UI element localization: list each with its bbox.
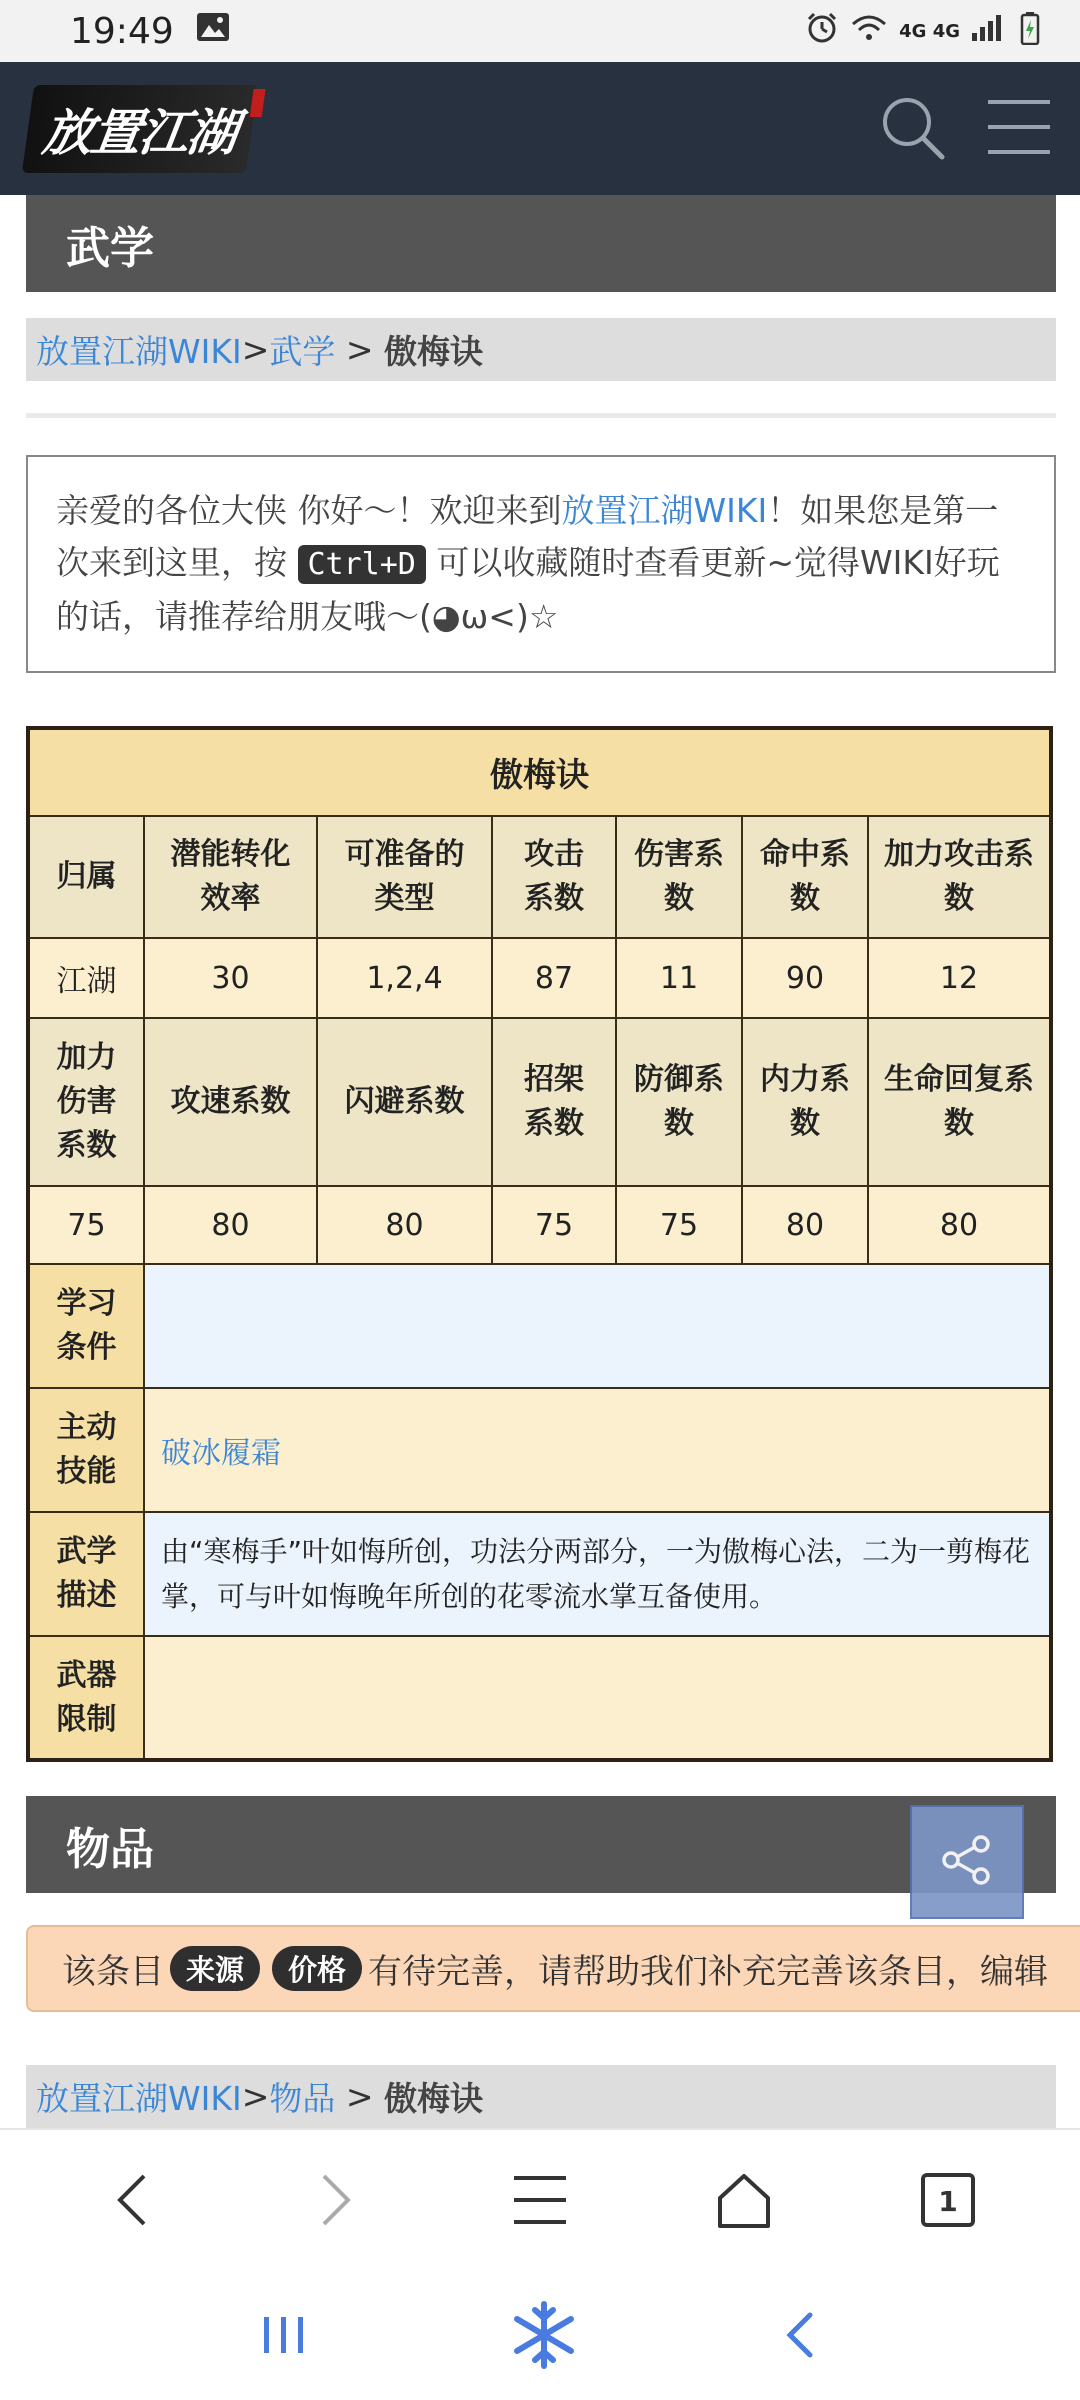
active-skill-link[interactable]: 破冰履霜	[161, 1436, 281, 1471]
welcome-box	[26, 455, 1056, 673]
table-header-cell: 招架系数	[492, 1018, 616, 1186]
back-nav-icon[interactable]	[780, 2310, 820, 2364]
breadcrumb-sep: >	[241, 330, 270, 369]
table-header-cell: 攻击系数	[492, 816, 616, 938]
table-value-cell: 80	[317, 1186, 492, 1264]
search-icon[interactable]	[878, 93, 946, 165]
tab-count: 1	[938, 2185, 958, 2218]
section-title-martial-arts	[26, 195, 1056, 292]
logo-seal	[250, 89, 266, 117]
menu-icon[interactable]	[986, 96, 1052, 162]
table-header-cell: 内力系数	[742, 1018, 868, 1186]
table-value-cell: 75	[616, 1186, 742, 1264]
breadcrumb-sep: >	[241, 2077, 270, 2116]
home-button[interactable]	[704, 2162, 784, 2242]
learn-condition-label: 学习条件	[28, 1264, 144, 1388]
description-value: 由“寒梅手”叶如悔所创，功法分两部分，一为傲梅心法，二为一剪梅花掌，可与叶如悔晚年所创的花零流水掌互备使用。	[144, 1512, 1051, 1636]
table-header-cell: 攻速系数	[144, 1018, 317, 1186]
welcome-text-1: 亲爱的各位大侠 你好～！欢迎来到	[56, 491, 562, 530]
section-title-text: 物品	[66, 1823, 154, 1875]
system-nav-bar	[0, 2273, 1080, 2400]
snowflake-icon[interactable]	[509, 2300, 579, 2374]
share-icon	[937, 1830, 997, 1894]
home-icon	[714, 2170, 774, 2234]
status-time: 19:49	[70, 10, 174, 52]
table-value-cell: 1,2,4	[317, 938, 492, 1018]
table-header-cell: 生命回复系数	[868, 1018, 1051, 1186]
notice-suffix: 有待完善，请帮助我们补充完善该条目，编辑	[368, 1952, 1049, 1992]
breadcrumb-home-link[interactable]: 放置江湖WIKI	[36, 332, 242, 371]
table-header-cell: 加力伤害系数	[28, 1018, 144, 1186]
shortcut-key: Ctrl+D	[298, 545, 426, 584]
welcome-wiki-link[interactable]: 放置江湖WIKI	[561, 491, 768, 530]
table-header-cell: 防御系数	[616, 1018, 742, 1186]
breadcrumb	[26, 318, 1056, 381]
recent-apps-icon[interactable]	[260, 2313, 308, 2361]
breadcrumb-category-link[interactable]: 物品	[269, 2079, 336, 2118]
table-value-cell: 30	[144, 938, 317, 1018]
battery-icon	[1020, 11, 1040, 52]
breadcrumb-items	[26, 2065, 1056, 2128]
description-label: 武学描述	[28, 1512, 144, 1636]
skill-table-title: 傲梅诀	[28, 728, 1051, 816]
signal-icon	[970, 13, 1010, 50]
table-value-cell: 80	[868, 1186, 1051, 1264]
gallery-icon	[196, 11, 230, 51]
site-header	[0, 62, 1080, 195]
breadcrumb-current: 傲梅诀	[384, 2079, 484, 2118]
tabs-button[interactable]	[908, 2162, 988, 2242]
table-header-cell: 归属	[28, 816, 144, 938]
browser-menu-button[interactable]	[500, 2162, 580, 2242]
share-button[interactable]	[910, 1805, 1024, 1919]
welcome-text-2: ！如果您是第一次来到这里，按	[56, 491, 999, 582]
breadcrumb-home-link[interactable]: 放置江湖WIKI	[36, 2079, 242, 2118]
tag-source: 来源	[170, 1946, 260, 1991]
active-skill-label: 主动技能	[28, 1388, 144, 1512]
main-content	[26, 195, 1056, 1893]
weapon-limit-value	[144, 1636, 1051, 1760]
table-value-cell: 87	[492, 938, 616, 1018]
section-title-text: 武学	[66, 222, 154, 274]
chevron-right-icon	[316, 2170, 356, 2234]
table-value-cell: 江湖	[28, 938, 144, 1018]
logo-text: 放置江湖	[39, 102, 240, 162]
chevron-left-icon	[112, 2170, 152, 2234]
skill-table	[26, 726, 1053, 1762]
table-value-cell: 75	[28, 1186, 144, 1264]
table-value-cell: 90	[742, 938, 868, 1018]
notice-prefix: 该条目	[62, 1952, 164, 1992]
weapon-limit-label: 武器限制	[28, 1636, 144, 1760]
breadcrumb-current: 傲梅诀	[384, 332, 484, 371]
wifi-icon	[849, 12, 889, 51]
table-value-cell: 75	[492, 1186, 616, 1264]
table-header-cell: 伤害系数	[616, 816, 742, 938]
table-value-cell: 11	[616, 938, 742, 1018]
section-title-items	[26, 1796, 1056, 1893]
hamburger-icon	[512, 2174, 568, 2230]
forward-button[interactable]	[296, 2162, 376, 2242]
table-header-cell: 可准备的类型	[317, 816, 492, 938]
tag-price: 价格	[272, 1946, 362, 1991]
breadcrumb-sep: >	[335, 2077, 385, 2116]
browser-toolbar	[0, 2128, 1080, 2273]
breadcrumb-sep: >	[335, 330, 385, 369]
table-header-cell: 潜能转化效率	[144, 816, 317, 938]
alarm-icon	[805, 11, 839, 52]
breadcrumb-category-link[interactable]: 武学	[269, 332, 336, 371]
back-button[interactable]	[92, 2162, 172, 2242]
table-value-cell: 80	[742, 1186, 868, 1264]
table-header-cell: 闪避系数	[317, 1018, 492, 1186]
table-header-cell: 命中系数	[742, 816, 868, 938]
incomplete-notice	[26, 1925, 1080, 2012]
network-label: 4G 4G	[899, 20, 960, 42]
welcome-text-3: 可以收藏随时查看更新~觉得WIKI好玩的话，请推荐给朋友哦～(◕ω<)☆	[56, 543, 1000, 636]
learn-condition-value	[144, 1264, 1051, 1388]
divider	[26, 413, 1056, 418]
table-value-cell: 12	[868, 938, 1051, 1018]
table-value-cell: 80	[144, 1186, 317, 1264]
status-bar	[0, 0, 1080, 62]
site-logo[interactable]	[22, 85, 258, 173]
table-header-cell: 加力攻击系数	[868, 816, 1051, 938]
